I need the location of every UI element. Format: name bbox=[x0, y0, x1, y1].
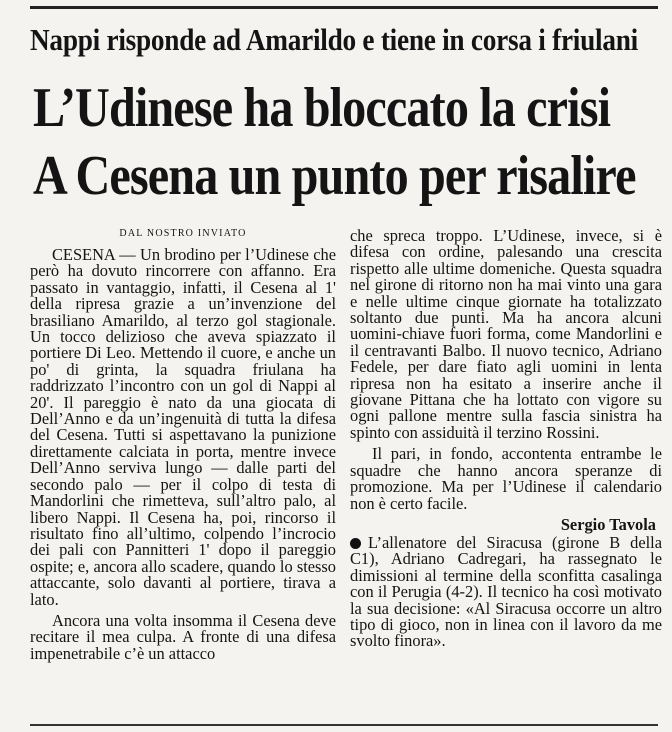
headline-line-2: A Cesena un punto per risalire bbox=[33, 145, 636, 207]
article-paragraph: Ancora una volta insomma il Cesena deve recitare il mea culpa. A fronte di una difesa impenetrabile c’è un attacco bbox=[30, 610, 336, 663]
bullet-icon bbox=[350, 538, 361, 549]
news-brief-text: L’allenatore del Siracusa (girone B della C1), Adriano Cadregari, ha rassegnato le dimissioni al termine della sconfitta casalinga con il Perugia (4-2). Il tecnico ha così motivato la sua decisione: «Al Siracusa occorre un altro tipo di gioco, non in linea con il lavoro da me svolto finora». bbox=[350, 532, 662, 651]
bottom-rule bbox=[30, 724, 658, 726]
article-paragraph: CESENA — Un brodino per l’Udinese che però ha dovuto rincorrere con affanno. Era passato in vantaggio, infatti, il Cesena al 1' della ripresa grazie a un’invenzione del brasiliano Amarildo, al terzo gol stagionale. Un tocco delizioso che aveva spiazzato il portiere Di Leo. Mettendo il cuore, e anche un po' di grinta, la squadra friulana ha raddrizzato l’incontro con un gol di Nappi al 20'. Il pareggio è nato da una giocata di Dell’Anno e da un’ingenuità di tutta la difesa del Cesena. Tutti si aspettavano la punizione direttamente calciata in porta, mentre invece Dell’Anno serviva lungo — dalle parti del secondo palo — per il colpo di testa di Mandorlini che rimetteva, sull’altro palo, al libero Nappi. Il Cesena ha, poi, rincorso il risultato fino all’ultimo, colpendo l’incrocio dei pali con Pannitteri 1' dopo il pareggio ospite; e, ancora allo scadere, quando lo stesso attaccante, solo davanti al portiere, tirava a lato. bbox=[30, 245, 336, 609]
author-signature: Sergio Tavola bbox=[560, 514, 656, 534]
headline-line-1: L’Udinese ha bloccato la crisi bbox=[33, 77, 611, 139]
article-column-right bbox=[350, 228, 662, 650]
kicker-subheadline: Nappi risponde ad Amarildo e tiene in corsa i friulani bbox=[30, 22, 638, 57]
byline: DAL NOSTRO INVIATO bbox=[119, 228, 247, 239]
top-rule bbox=[30, 6, 658, 9]
article-paragraph: Il pari, in fondo, accontenta entrambe le squadre che hanno ancora speranze di promozione. Ma per l’Udinese il calendario non è certo facile. bbox=[350, 444, 662, 513]
news-brief bbox=[350, 532, 662, 651]
article-paragraph: che spreca troppo. L’Udinese, invece, si è difesa con ordine, palesando una crescita rispetto alle ultime domeniche. Questa squadra nel girone di ritorno non ha mai vinto una gara e nelle ultime cinque giornate ha totalizzato soltanto due punti. Ma ha ancora alcuni uomini-chiave fuori forma, come Mandorlini e il centravanti Balbo. Il nuovo tecnico, Adriano Fedele, per dare fiato agli uomini in lenta ripresa non ha esitato a inserire anche il giovane Pittana che ha lottato con vigore su ogni pallone mentre sulla fascia sinistra ha spinto con assiduità il terzino Rossini. bbox=[350, 226, 662, 442]
article-column-left bbox=[30, 228, 336, 662]
